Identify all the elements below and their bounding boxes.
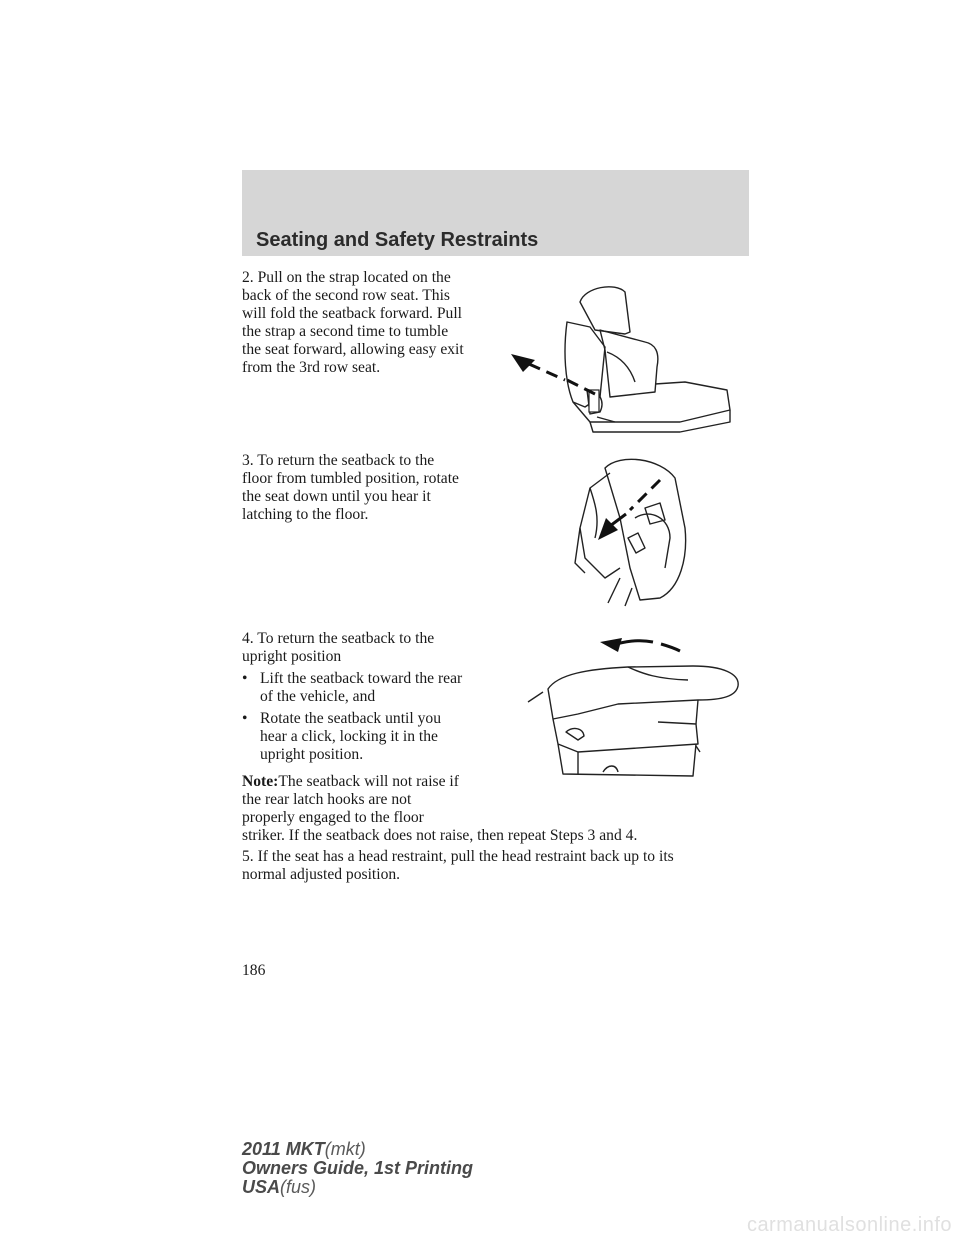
footer-model: 2011 MKT bbox=[242, 1139, 325, 1159]
footer-model-code: (mkt) bbox=[324, 1139, 366, 1159]
bullet-line: upright position. bbox=[260, 746, 364, 763]
note-line: The seatback will not raise if bbox=[278, 773, 459, 790]
step-4-line: upright position bbox=[242, 648, 342, 665]
section-title: Seating and Safety Restraints bbox=[256, 229, 539, 251]
step-5-line: normal adjusted position. bbox=[242, 866, 401, 883]
step-2-line: the strap a second time to tumble bbox=[242, 323, 449, 340]
step-5-text bbox=[242, 848, 762, 884]
footer-market-code: (fus) bbox=[280, 1177, 317, 1197]
step-5-line: 5. If the seat has a head restraint, pull the head restraint back up to its bbox=[242, 848, 674, 865]
page-number: 186 bbox=[242, 962, 266, 979]
note-text bbox=[242, 773, 742, 845]
seat-tumbled-return-icon bbox=[560, 448, 700, 608]
footer-guide: Owners Guide, 1st Printing bbox=[242, 1158, 474, 1178]
step-4-text bbox=[242, 630, 512, 764]
seat-strap-pull-icon bbox=[505, 272, 745, 437]
note-label: Note: bbox=[242, 773, 279, 790]
footer-market: USA bbox=[242, 1177, 281, 1197]
bullet-line: of the vehicle, and bbox=[260, 688, 376, 705]
bullet-item bbox=[242, 670, 512, 706]
bullet-symbol: • bbox=[242, 710, 248, 727]
step-2-line: will fold the seatback forward. Pull bbox=[242, 305, 462, 322]
bullet-symbol: • bbox=[242, 670, 248, 687]
note-line: properly engaged to the floor bbox=[242, 809, 424, 826]
note-line: the rear latch hooks are not bbox=[242, 791, 412, 808]
bullet-line: Lift the seatback toward the rear bbox=[260, 670, 463, 687]
step-2-line: the seat forward, allowing easy exit bbox=[242, 341, 464, 358]
step-3-line: the seat down until you hear it bbox=[242, 488, 431, 505]
bullet-item bbox=[242, 710, 512, 764]
seat-folded-figure bbox=[518, 634, 748, 779]
seat-folded-raise-icon bbox=[518, 634, 748, 779]
step-3-line: floor from tumbled position, rotate bbox=[242, 470, 459, 487]
step-4-line: 4. To return the seatback to the bbox=[242, 630, 435, 647]
step-2-line: 2. Pull on the strap located on the bbox=[242, 269, 451, 286]
step-2-line: back of the second row seat. This bbox=[242, 287, 451, 304]
step-3-text bbox=[242, 452, 512, 524]
step-2-line: from the 3rd row seat. bbox=[242, 359, 381, 376]
step-2-text bbox=[242, 269, 512, 377]
seat-tumbled-figure bbox=[560, 448, 700, 608]
note-line: striker. If the seatback does not raise, then repeat Steps 3 and 4. bbox=[242, 827, 638, 844]
watermark-text: carmanualsonline.info bbox=[746, 1214, 952, 1236]
step-3-line: latching to the floor. bbox=[242, 506, 369, 523]
bullet-line: hear a click, locking it in the bbox=[260, 728, 438, 745]
seat-strap-pull-figure bbox=[505, 272, 745, 437]
bullet-line: Rotate the seatback until you bbox=[260, 710, 442, 727]
step-3-line: 3. To return the seatback to the bbox=[242, 452, 435, 469]
print-footer bbox=[242, 1140, 473, 1197]
